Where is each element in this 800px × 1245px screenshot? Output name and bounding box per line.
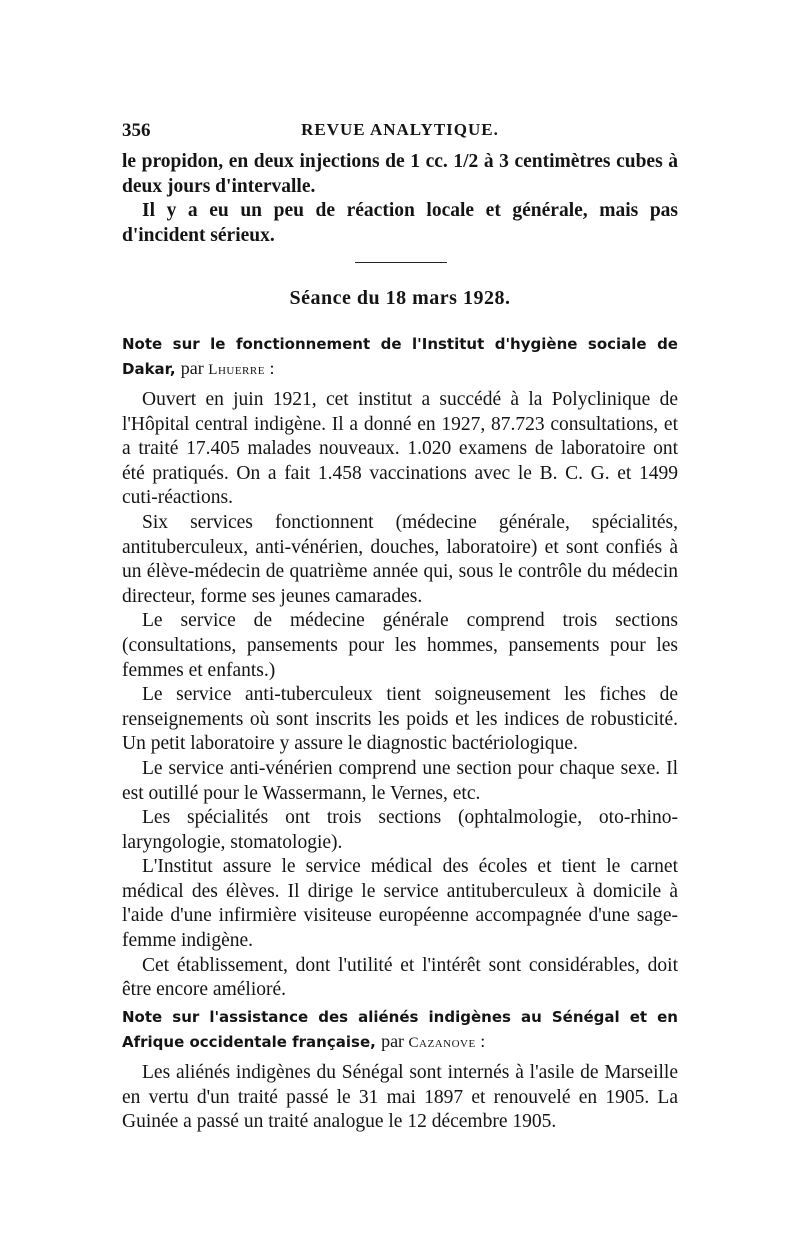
note-1 bbox=[122, 332, 678, 1003]
session-heading: Séance du 18 mars 1928. bbox=[289, 287, 511, 309]
page-number: 356 bbox=[122, 120, 151, 141]
note-1-title-text: Note sur le fonctionnement de l'Institut d'hygiène sociale de Dakar, bbox=[122, 335, 678, 378]
note-2-title bbox=[122, 1005, 678, 1055]
note-2 bbox=[122, 1005, 678, 1135]
note-1-paragraph: Six services fonctionnent (médecine générale, spécialités, antituberculeux, anti-vénérien, douches, laboratoire) et sont confiés à un élève-médecin de quatrième année qui, sous le contrôle du médecin directeur, forme ses jeunes camarades. bbox=[122, 511, 678, 607]
note-1-paragraph: L'Institut assure le service médical des écoles et tient le carnet médical des élèves. Il dirige le service antituberculeux à domicile à l'aide d'une infirmière visiteuse européenne accompagnée d'une sage-femme indigène. bbox=[122, 856, 678, 952]
note-1-paragraph: Les spécialités ont trois sections (ophtalmologie, oto-rhino-laryngologie, stomatologie). bbox=[122, 807, 678, 853]
note-2-author: Cazanove bbox=[408, 1035, 476, 1051]
running-head bbox=[122, 120, 678, 144]
note-1-paragraph: Ouvert en juin 1921, cet institut a succédé à la Polyclinique de l'Hôpital central indigène. Il a donné en 1927, 87.723 consultations, et a traité 17.405 malades nouveaux. 1.020 examens de laboratoire ont été pratiqués. On a fait 1.458 vaccinations avec le B. C. G. et 1499 cuti-réactions. bbox=[122, 389, 678, 509]
note-1-author: Lhuerre bbox=[208, 362, 265, 378]
section-divider bbox=[355, 262, 447, 263]
note-2-title-text: Note sur l'assistance des aliénés indigènes au Sénégal et en Afrique occidentale française, bbox=[122, 1008, 678, 1051]
note-2-body bbox=[122, 1061, 678, 1135]
note-1-paragraph: Cet établissement, dont l'utilité et l'intérêt sont considérables, doit être encore amélioré. bbox=[122, 954, 678, 1001]
continuation-paragraph-2: Il y a eu un peu de réaction locale et générale, mais pas d'incident sérieux. bbox=[122, 200, 678, 246]
note-1-paragraph: Le service anti-tuberculeux tient soigneusement les fiches de renseignements où sont inscrits les poids et les indices de robusticité. Un petit laboratoire y assure le diagnostic bactériologique. bbox=[122, 684, 678, 755]
note-2-byline: par Cazanove : bbox=[381, 1031, 486, 1051]
journal-title: REVUE ANALYTIQUE. bbox=[301, 120, 499, 139]
continuation-paragraph-1: le propidon, en deux injections de 1 cc. 1/2 à 3 centimètres cubes à deux jours d'intervalle. bbox=[122, 151, 678, 197]
note-1-paragraph: Le service anti-vénérien comprend une section pour chaque sexe. Il est outillé pour le Wassermann, le Vernes, etc. bbox=[122, 757, 678, 804]
note-2-paragraph: Les aliénés indigènes du Sénégal sont internés à l'asile de Marseille en vertu d'un traité passé le 31 mai 1897 et renouvelé en 1905. La Guinée a passé un traité analogue le 12 décembre 1905. bbox=[122, 1062, 678, 1133]
note-1-title bbox=[122, 332, 678, 382]
continuation-text bbox=[122, 150, 678, 248]
note-1-body bbox=[122, 388, 678, 1003]
note-1-paragraph: Le service de médecine générale comprend trois sections (consultations, pansements pour les hommes, pansements pour les femmes et enfants.) bbox=[122, 610, 678, 681]
note-1-byline: par Lhuerre : bbox=[180, 358, 275, 378]
